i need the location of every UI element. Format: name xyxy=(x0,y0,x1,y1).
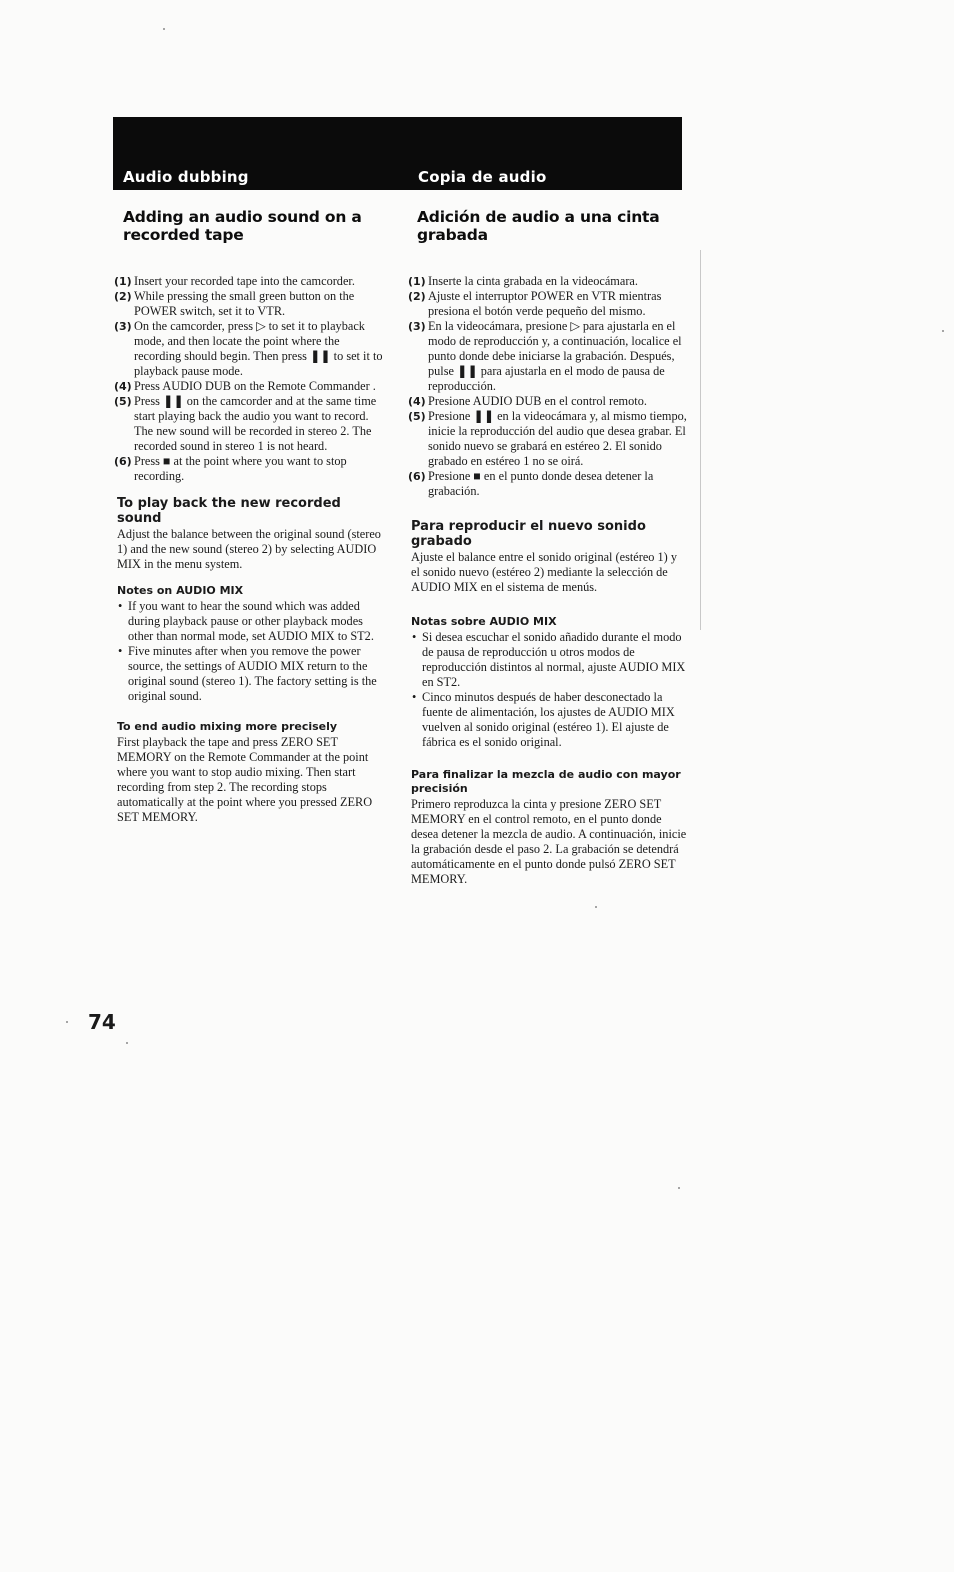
step-item xyxy=(408,289,688,319)
bullet-icon: • xyxy=(118,644,123,658)
step-text: While pressing the small green button on the POWER switch, set it to VTR. xyxy=(134,289,355,318)
scan-speck xyxy=(942,330,944,332)
playback-heading-en: To play back the new recorded sound xyxy=(117,496,341,526)
step-text: Press AUDIO DUB on the Remote Commander . xyxy=(134,379,376,393)
step-text: Ajuste el interruptor POWER en VTR mientras presiona el botón verde pequeño del mismo. xyxy=(428,289,662,318)
step-text: Inserte la cinta grabada en la videocámara. xyxy=(428,274,638,288)
step-number: (2) xyxy=(114,290,132,303)
step-item xyxy=(114,379,389,394)
end-heading-en: To end audio mixing more precisely xyxy=(117,720,338,733)
note-text: Cinco minutos después de haber desconectado la fuente de alimentación, los ajustes de AUDIO MIX vuelven al sonido original (estéreo 1). El ajuste de fábrica es el sonido original. xyxy=(422,690,675,749)
notes-heading-en: Notes on AUDIO MIX xyxy=(117,584,244,597)
step-number: (4) xyxy=(408,395,426,408)
scan-speck xyxy=(595,906,597,908)
bullet-icon: • xyxy=(412,630,417,644)
scan-speck xyxy=(163,28,165,30)
end-text-es: Primero reproduzca la cinta y presione ZERO SET MEMORY en el control remoto, en el punto donde desea detener la mezcla de audio. A continuación, inicie la grabación desde el paso 2. La grabación se detendrá automáticamente en el punto donde pulsó ZERO SET MEMORY. xyxy=(411,797,687,886)
step-text: Presione AUDIO DUB en el control remoto. xyxy=(428,394,647,408)
notes-list-en xyxy=(114,599,389,704)
scan-speck xyxy=(126,1042,128,1044)
playback-heading-es: Para reproducir el nuevo sonido grabado xyxy=(411,519,646,549)
step-item xyxy=(408,319,688,394)
step-text: Insert your recorded tape into the camcorder. xyxy=(134,274,355,288)
step-text: On the camcorder, press ▷ to set it to playback mode, and then locate the point where the recording should begin. Then press ❚❚ to set it to playback pause mode. xyxy=(134,319,383,378)
step-number: (6) xyxy=(408,470,426,483)
note-text: If you want to hear the sound which was added during playback pause or other playback modes other than normal mode, set AUDIO MIX to ST2. xyxy=(128,599,374,643)
notes-list-es xyxy=(408,630,688,750)
step-number: (3) xyxy=(114,320,132,333)
step-item xyxy=(408,409,688,469)
playback-text-en: Adjust the balance between the original sound (stereo 1) and the new sound (stereo 2) by selecting AUDIO MIX in the menu system. xyxy=(117,527,381,571)
page-number: 74 xyxy=(88,1010,116,1034)
step-item xyxy=(408,274,688,289)
step-text: Presione ■ en el punto donde desea detener la grabación. xyxy=(428,469,654,498)
section-title-en: Audio dubbing xyxy=(123,168,249,186)
step-number: (1) xyxy=(114,275,132,288)
note-item xyxy=(411,690,688,750)
step-text: En la videocámara, presione ▷ para ajustarla en el modo de reproducción y, a continuación, localice el punto donde debe iniciarse la grabación. Después, pulse ❚❚ para ajustarla en el modo de pausa de reproducción. xyxy=(428,319,682,393)
steps-list-es xyxy=(408,274,688,499)
note-text: Si desea escuchar el sonido añadido durante el modo de pausa de reproducción u otros modos de reproducción distintos al normal, ajuste AUDIO MIX en ST2. xyxy=(422,630,686,689)
section-title-es: Copia de audio xyxy=(418,168,547,186)
step-item xyxy=(114,274,389,289)
end-heading-es: Para finalizar la mezcla de audio con mayor precisión xyxy=(411,768,681,795)
note-item xyxy=(411,630,688,690)
step-item xyxy=(408,394,688,409)
spanish-column xyxy=(408,208,688,887)
step-number: (4) xyxy=(114,380,132,393)
step-text: Press ■ at the point where you want to stop recording. xyxy=(134,454,347,483)
step-number: (1) xyxy=(408,275,426,288)
scan-speck xyxy=(66,1021,68,1023)
end-text-en: First playback the tape and press ZERO SET MEMORY on the Remote Commander at the point where you want to stop audio mixing. Then start recording from step 2. The recording stops automatically at the point where you pressed ZERO SET MEMORY. xyxy=(117,735,373,824)
step-number: (5) xyxy=(408,410,426,423)
step-item xyxy=(114,394,389,454)
english-column xyxy=(114,208,389,825)
scan-speck xyxy=(678,1187,680,1189)
scan-margin-line xyxy=(700,250,701,630)
step-item xyxy=(114,289,389,319)
notes-heading-es: Notas sobre AUDIO MIX xyxy=(411,615,557,628)
step-number: (3) xyxy=(408,320,426,333)
step-number: (6) xyxy=(114,455,132,468)
steps-list-en xyxy=(114,274,389,484)
note-text: Five minutes after when you remove the power source, the settings of AUDIO MIX return to the original sound (stereo 1). The factory setting is the original sound. xyxy=(128,644,377,703)
playback-text-es: Ajuste el balance entre el sonido original (estéreo 1) y el sonido nuevo (estéreo 2) mediante la selección de AUDIO MIX en el sistema de menús. xyxy=(411,550,677,594)
step-item xyxy=(114,454,389,484)
note-item xyxy=(117,599,389,644)
step-item xyxy=(408,469,688,499)
step-item xyxy=(114,319,389,379)
step-number: (2) xyxy=(408,290,426,303)
bullet-icon: • xyxy=(118,599,123,613)
note-item xyxy=(117,644,389,704)
step-text: Press ❚❚ on the camcorder and at the same time start playing back the audio you want to record. The new sound will be recorded in stereo 2. The recorded sound in stereo 1 is not heard. xyxy=(134,394,377,453)
main-heading-en: Adding an audio sound on a recorded tape xyxy=(123,208,362,244)
main-heading-es: Adición de audio a una cinta grabada xyxy=(417,208,660,244)
step-number: (5) xyxy=(114,395,132,408)
step-text: Presione ❚❚ en la videocámara y, al mismo tiempo, inicie la reproducción del audio que desea grabar. El sonido nuevo se grabará en estéreo 2. El sonido grabado en estéreo 1 no se oirá. xyxy=(428,409,687,468)
bullet-icon: • xyxy=(412,690,417,704)
